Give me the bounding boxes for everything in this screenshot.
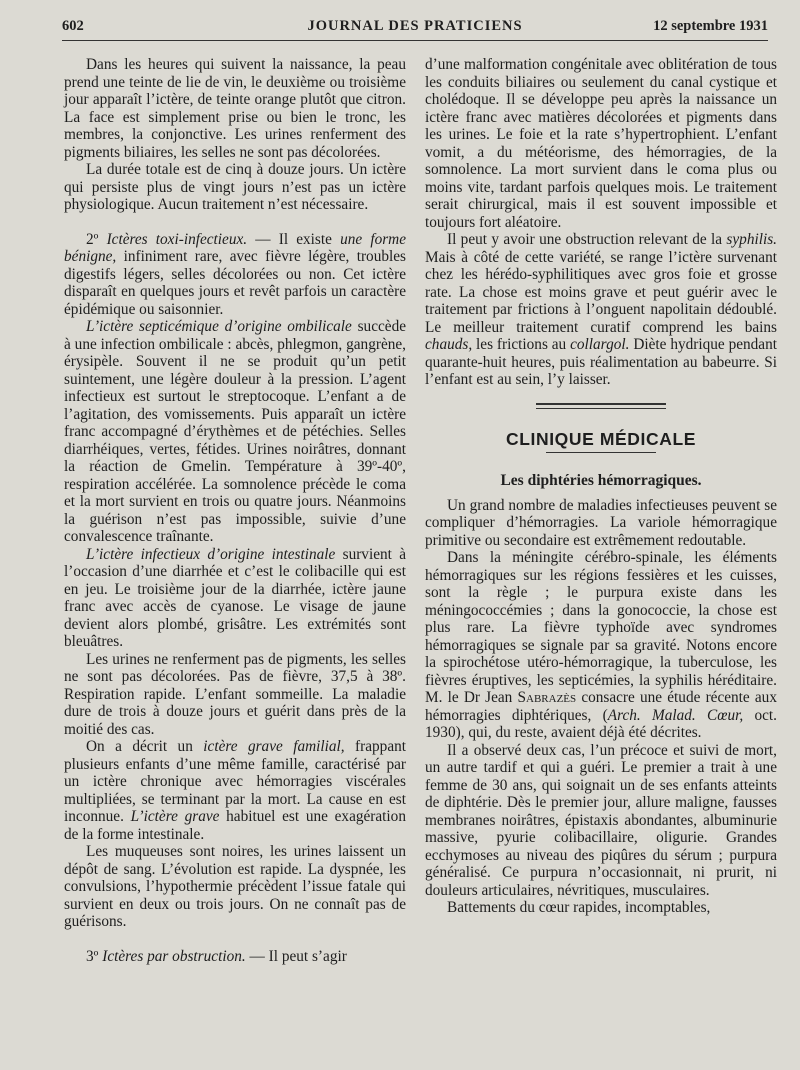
paragraph: Dans la méningite cérébro-spinale, les éléments hémorragiques sur les régions fessières et les cuisses, sont la règle ; le purpura existe dans les méningococcémies ; dans la gonococcie, la chose est plus rare. La fièvre typhoïde avec syndromes hémorragiques se signale par sa gravité. Notons encore la spirochétose utéro-hémorragique, la tuberculose, les fièvres éruptives, les septicémies, la syphilis héréditaire. M. le Dr Jean Sabrazès consacre une étude récente aux hémorragies diphtériques, (Arch. Malad. Cœur, oct. 1930), qui, du reste, avaient déjà été décrites.: [425, 549, 777, 741]
subheading-ictere-toxi-infectieux: Ictères toxi-infectieux.: [106, 230, 248, 248]
paragraph: Les urines ne renferment pas de pigments, les selles ne sont pas décolorées. Pas de fièvre, 37,5 à 38º. Respiration rapide. L’enfant sommeille. La maladie dure de trois à douze jours et guérit dans près de la moitié des cas.: [64, 650, 406, 738]
section-divider: [536, 403, 666, 409]
left-column: [64, 56, 406, 965]
paragraph-obstruction: 3º Ictères par obstruction. — Il peut s’agir: [86, 947, 347, 965]
subheading-ictere-obstruction: Ictères par obstruction.: [102, 947, 246, 965]
article-title: Les diphtéries hémorragiques.: [500, 472, 702, 489]
paragraph: Les muqueuses sont noires, les urines laissent un dépôt de sang. L’évolution est rapide. La dyspnée, les convulsions, l’hypothermie précèdent l’issue fatale qui survient en deux ou trois jours. On ne connaît pas de guérisons.: [64, 843, 406, 930]
right-column: [425, 56, 777, 917]
section-title: CLINIQUE MÉDICALE: [505, 428, 697, 449]
paragraph-toxi-infectieux: 2º Ictères toxi-infectieux. — Il existe une forme bénigne, infiniment rare, avec fièvre légère, troubles digestifs légers, selles décolorées ou non. Cet ictère disparaît en quelques jours et revêt parfois un caractère épidémique ou saisonnier.: [64, 230, 407, 318]
running-header: [62, 18, 768, 41]
paragraph: Battements du cœur rapides, incomptables,: [447, 899, 711, 916]
paragraph: L’ictère infectieux d’origine intestinale survient à l’occasion d’une diarrhée et c’est le colibacille qui est en jeu. Le troisième jour de la diarrhée, ictère jaune franc avec accès de cyanose. Le visage de jaune devient alors plombé, grisâtre. Les extrémités sont bleuâtres.: [64, 545, 406, 650]
paragraph: L’ictère septicémique d’origine ombilicale succède à une infection ombilicale : abcès, phlegmon, gangrène, érysipèle. Souvent il ne se produit qu’un petit suintement, une légère douleur à la pression. L’agent infectieux est surtout le streptocoque. L’enfant a de l’agitation, des vomissements. Puis apparaît un ictère franc accompagné d’érythèmes et de pétéchies. Selles diarrhéiques, vertes, fétides. Urines noirâtres, donnant la réaction de Gmelin. Température à 39º-40º, respiration accélérée. La somnolence précède le coma et la mort survient en trois ou quatre jours. Néanmoins la guérison n’est pas impossible, suivie d’une convalescence traînante.: [64, 318, 407, 545]
paragraph: Un grand nombre de maladies infectieuses peuvent se compliquer d’hémorragies. La variole hémorragique primitive ou secondaire est extrêmement redoutable.: [425, 496, 777, 549]
paragraph: Dans les heures qui suivent la naissance, la peau prend une teinte de lie de vin, le deuxième ou troisième jour apparaît l’ictère, de teinte orange plutôt que citron. La face est simplement prise ou bien le tronc, les membres, la conjonctive. Les urines renferment des pigments biliaires, les selles ne sont pas décolorées.: [64, 56, 406, 161]
paragraph: d’une malformation congénitale avec oblitération de tous les conduits biliaires ou seulement du canal cystique et cholédoque. Il se développe peu après la naissance un ictère franc avec matières décolorées et pigments dans les urines. Le foie et la rate s’hypertrophient. L’enfant vomit, a du météorisme, des hémorragies, de la somnolence. La mort survient dans le coma plus ou moins vite, tardant parfois quelques mois. Le traitement serait chirurgical, mais il est souvent impossible et toujours fort aléatoire.: [425, 56, 777, 231]
section-underline: [546, 452, 656, 453]
issue-date: 12 septembre 1931: [653, 18, 768, 34]
paragraph: La durée totale est de cinq à douze jours. Un ictère qui persiste plus de vingt jours n’est pas un ictère physiologique. Aucun traitement n’est nécessaire.: [64, 161, 406, 213]
paragraph: Il a observé deux cas, l’un précoce et suivi de mort, un autre tardif et qui a guéri. Le premier a trait à une femme de 30 ans, qui soignait un de ses enfants atteints de diphtérie. Dès le premier jour, allure maligne, fausses membranes noirâtres, épistaxis abondantes, albuminurie massive, pyurie colibacillaire, oligurie. Grandes ecchymoses au niveau des piqûres du sérum ; purpura généralisé. Ce purpura n’occasionnait, ni prurit, ni douleurs articulaires, névritiques, musculaires.: [425, 741, 777, 899]
page-number: 602: [62, 18, 84, 34]
paragraph: Il peut y avoir une obstruction relevant de la syphilis. Mais à côté de cette variété, se range l’ictère survenant chez les hérédo-syphilitiques avec gros foie et grosse rate. La chose est moins grave et peut guérir avec le traitement par frictions à l’onguent napolitain dédoublé. Le meilleur traitement curatif comprend les bains chauds, les frictions au collargol. Diète hydrique pendant quarante-huit heures, puis réalimentation au babeurre. Si l’enfant est au sein, l’y laisser.: [425, 231, 777, 388]
paragraph: On a décrit un ictère grave familial, frappant plusieurs enfants d’une même famille, caractérisé par un ictère chronique avec hémorragies viscérales multipliées, se terminant par la mort. La cause en est inconnue. L’ictère grave habituel est une exagération de la forme intestinale.: [64, 738, 407, 843]
journal-title: JOURNAL DES PRATICIENS: [307, 18, 523, 34]
